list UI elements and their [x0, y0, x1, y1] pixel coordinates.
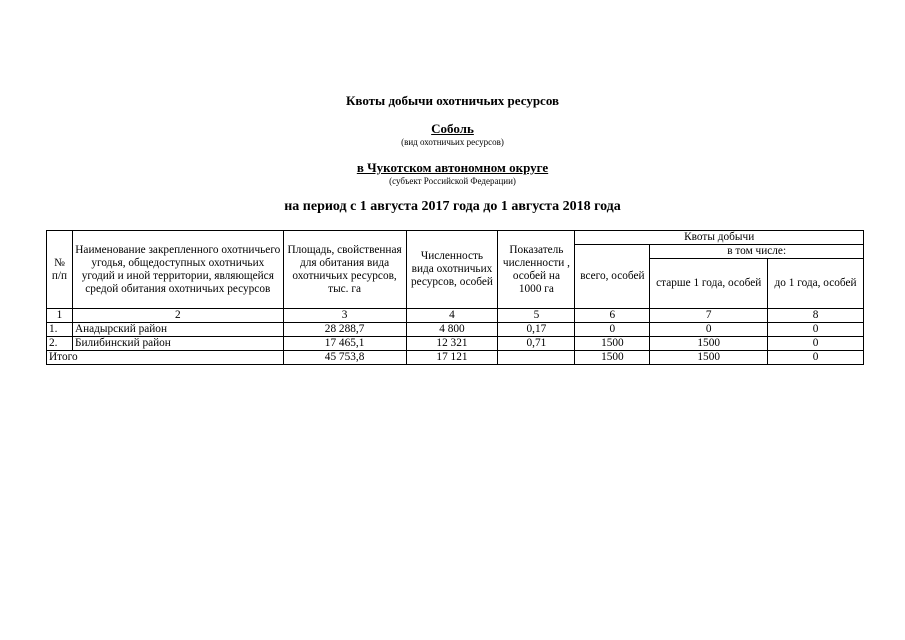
header-density: Показатель численности , особей на 1000 га [498, 231, 575, 309]
header-num: № п/п [47, 231, 73, 309]
row-district: Анадырский район [72, 323, 283, 337]
species-name: Соболь [431, 121, 474, 136]
column-number: 4 [406, 309, 498, 323]
column-number-row [47, 309, 864, 323]
total-area: 45 753,8 [283, 351, 406, 365]
column-number: 2 [72, 309, 283, 323]
header-younger: до 1 года, особей [768, 259, 864, 309]
row-younger: 0 [768, 323, 864, 337]
column-number: 6 [575, 309, 650, 323]
row-area: 28 288,7 [283, 323, 406, 337]
total-quota: 1500 [575, 351, 650, 365]
row-total: 0 [575, 323, 650, 337]
period-title: на период с 1 августа 2017 года до 1 августа 2018 года [284, 199, 621, 214]
region-caption: (субъект Российской Федерации) [389, 176, 516, 186]
row-density: 0,17 [498, 323, 575, 337]
header-total: всего, особей [575, 245, 650, 309]
column-number: 3 [283, 309, 406, 323]
region-name: в Чукотском автономном округе [356, 160, 549, 175]
header-older: старше 1 года, особей [650, 259, 768, 309]
total-density [498, 351, 575, 365]
row-older: 0 [650, 323, 768, 337]
column-number: 8 [768, 309, 864, 323]
column-number: 1 [47, 309, 73, 323]
document-heading: Квоты добычи охотничьих ресурсов [345, 93, 560, 108]
header-quota: Квоты добычи [575, 231, 864, 245]
table-row [47, 323, 864, 337]
total-label: Итого [47, 351, 284, 365]
header-area: Площадь, свойственная для обитания вида охотничьих ресурсов, тыс. га [283, 231, 406, 309]
row-population: 12 321 [406, 337, 498, 351]
row-number: 1. [47, 323, 73, 337]
header-including: в том числе: [650, 245, 864, 259]
row-density: 0,71 [498, 337, 575, 351]
column-number: 7 [650, 309, 768, 323]
total-population: 17 121 [406, 351, 498, 365]
table-row [47, 337, 864, 351]
header-row [47, 231, 864, 245]
row-area: 17 465,1 [283, 337, 406, 351]
total-row [47, 351, 864, 365]
row-younger: 0 [768, 337, 864, 351]
species-caption: (вид охотничьих ресурсов) [401, 137, 504, 147]
row-district: Билибинский район [72, 337, 283, 351]
total-older: 1500 [650, 351, 768, 365]
row-population: 4 800 [406, 323, 498, 337]
header-population: Численность вида охотничьих ресурсов, особей [406, 231, 498, 309]
row-total: 1500 [575, 337, 650, 351]
row-older: 1500 [650, 337, 768, 351]
total-younger: 0 [768, 351, 864, 365]
column-number: 5 [498, 309, 575, 323]
quota-table [46, 230, 864, 365]
row-number: 2. [47, 337, 73, 351]
header-name: Наименование закрепленного охотничьего угодья, общедоступных охотничьих угодий и иной территории, являющейся средой обитания охотничьих ресурсов [72, 231, 283, 309]
